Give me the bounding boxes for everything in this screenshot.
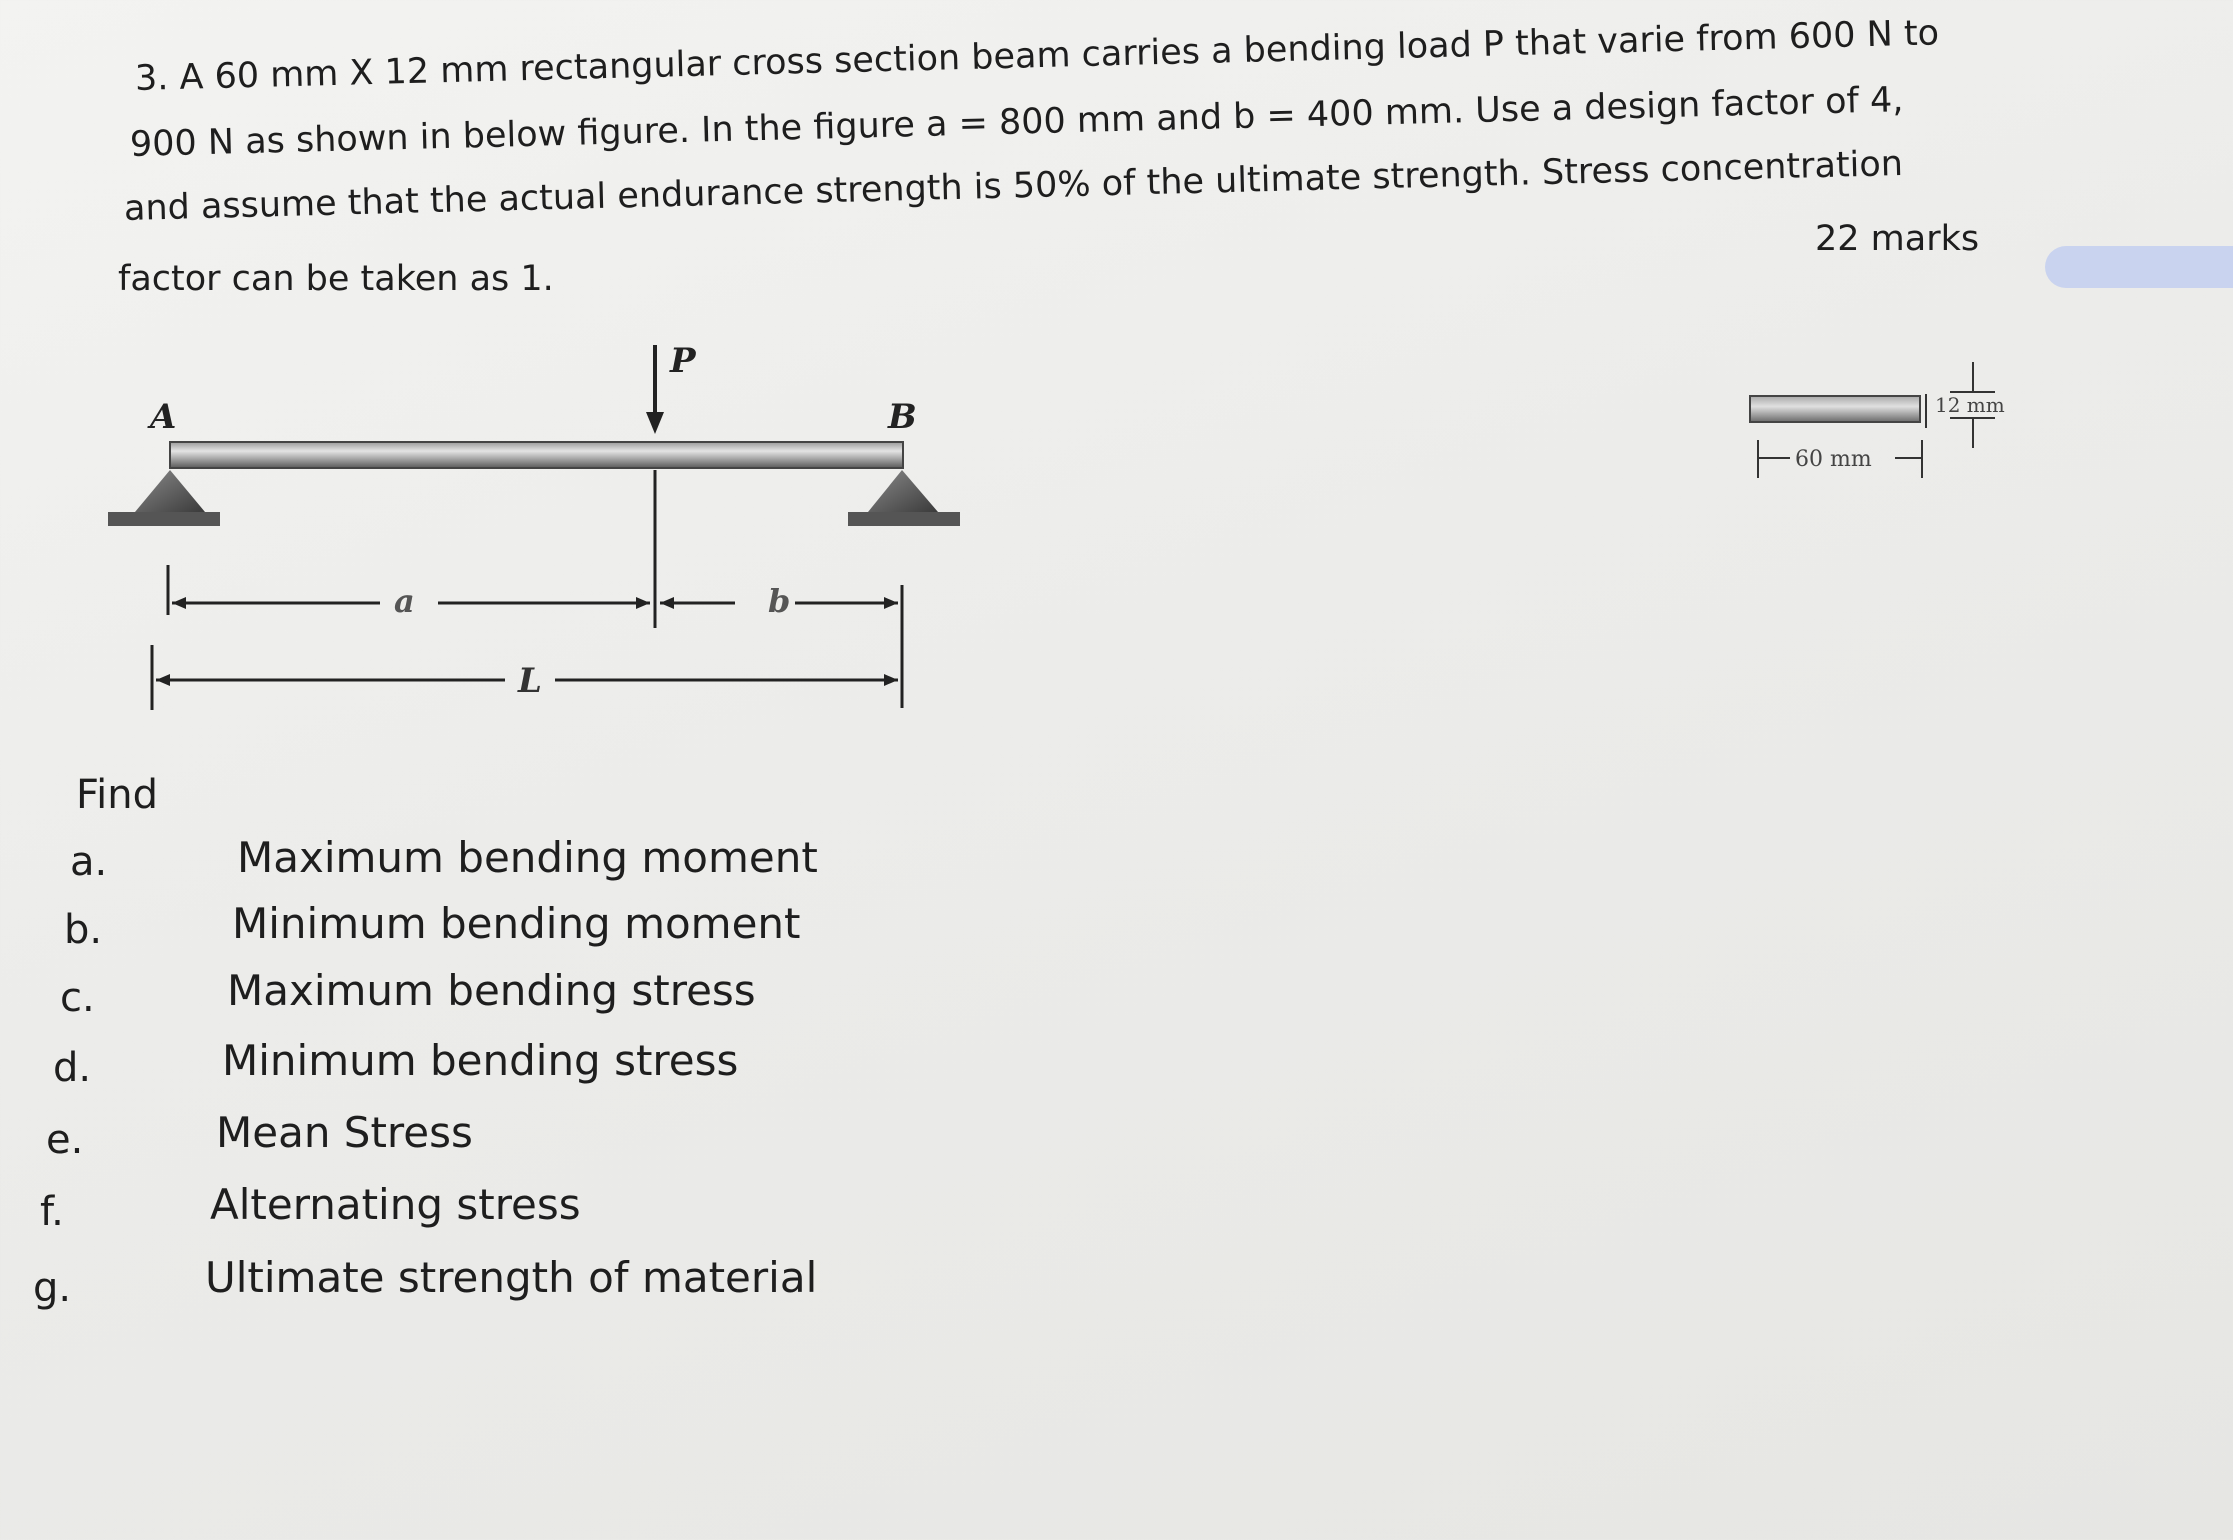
item-text-a: Maximum bending moment bbox=[237, 833, 818, 882]
item-letter-f: f. bbox=[40, 1189, 64, 1235]
item-letter-c: c. bbox=[60, 975, 95, 1021]
question-line-2: 900 N as shown in below figure. In the figure a = 800 mm and b = 400 mm. Use a design factor of 4, bbox=[129, 80, 1904, 165]
item-text-f: Alternating stress bbox=[210, 1180, 581, 1229]
cross-section-width-label: 60 mm bbox=[1795, 447, 1872, 472]
question-line-4: factor can be taken as 1. bbox=[118, 259, 554, 299]
cross-section-height-label: 12 mm bbox=[1935, 393, 2005, 417]
support-b bbox=[848, 470, 960, 526]
item-letter-a: a. bbox=[70, 839, 108, 885]
item-text-c: Maximum bending stress bbox=[227, 966, 756, 1015]
item-letter-b: b. bbox=[64, 907, 103, 953]
question-line-3: and assume that the actual endurance strength is 50% of the ultimate strength. Stress concentration bbox=[123, 143, 1904, 229]
support-a bbox=[108, 470, 220, 526]
question-line-1: 3. A 60 mm X 12 mm rectangular cross section beam carries a bending load P that varie from 600 N to bbox=[134, 13, 1940, 99]
item-letter-g: g. bbox=[33, 1265, 72, 1311]
dim-l-label: L bbox=[518, 661, 542, 701]
load-label: P bbox=[670, 341, 696, 381]
item-text-d: Minimum bending stress bbox=[222, 1036, 739, 1085]
find-heading: Find bbox=[76, 772, 158, 818]
support-b-label: B bbox=[888, 397, 917, 437]
support-a-label: A bbox=[150, 397, 177, 437]
item-letter-d: d. bbox=[53, 1045, 92, 1091]
item-text-e: Mean Stress bbox=[216, 1108, 473, 1157]
item-text-b: Minimum bending moment bbox=[232, 899, 801, 948]
dim-a-label: a bbox=[394, 582, 415, 620]
cross-section bbox=[1750, 394, 1926, 428]
item-text-g: Ultimate strength of material bbox=[205, 1253, 818, 1302]
load-arrow-icon bbox=[646, 345, 664, 434]
dim-b-label: b bbox=[768, 582, 791, 620]
item-letter-e: e. bbox=[46, 1117, 84, 1163]
beam bbox=[170, 442, 903, 468]
marks-label: 22 marks bbox=[1815, 219, 1980, 259]
